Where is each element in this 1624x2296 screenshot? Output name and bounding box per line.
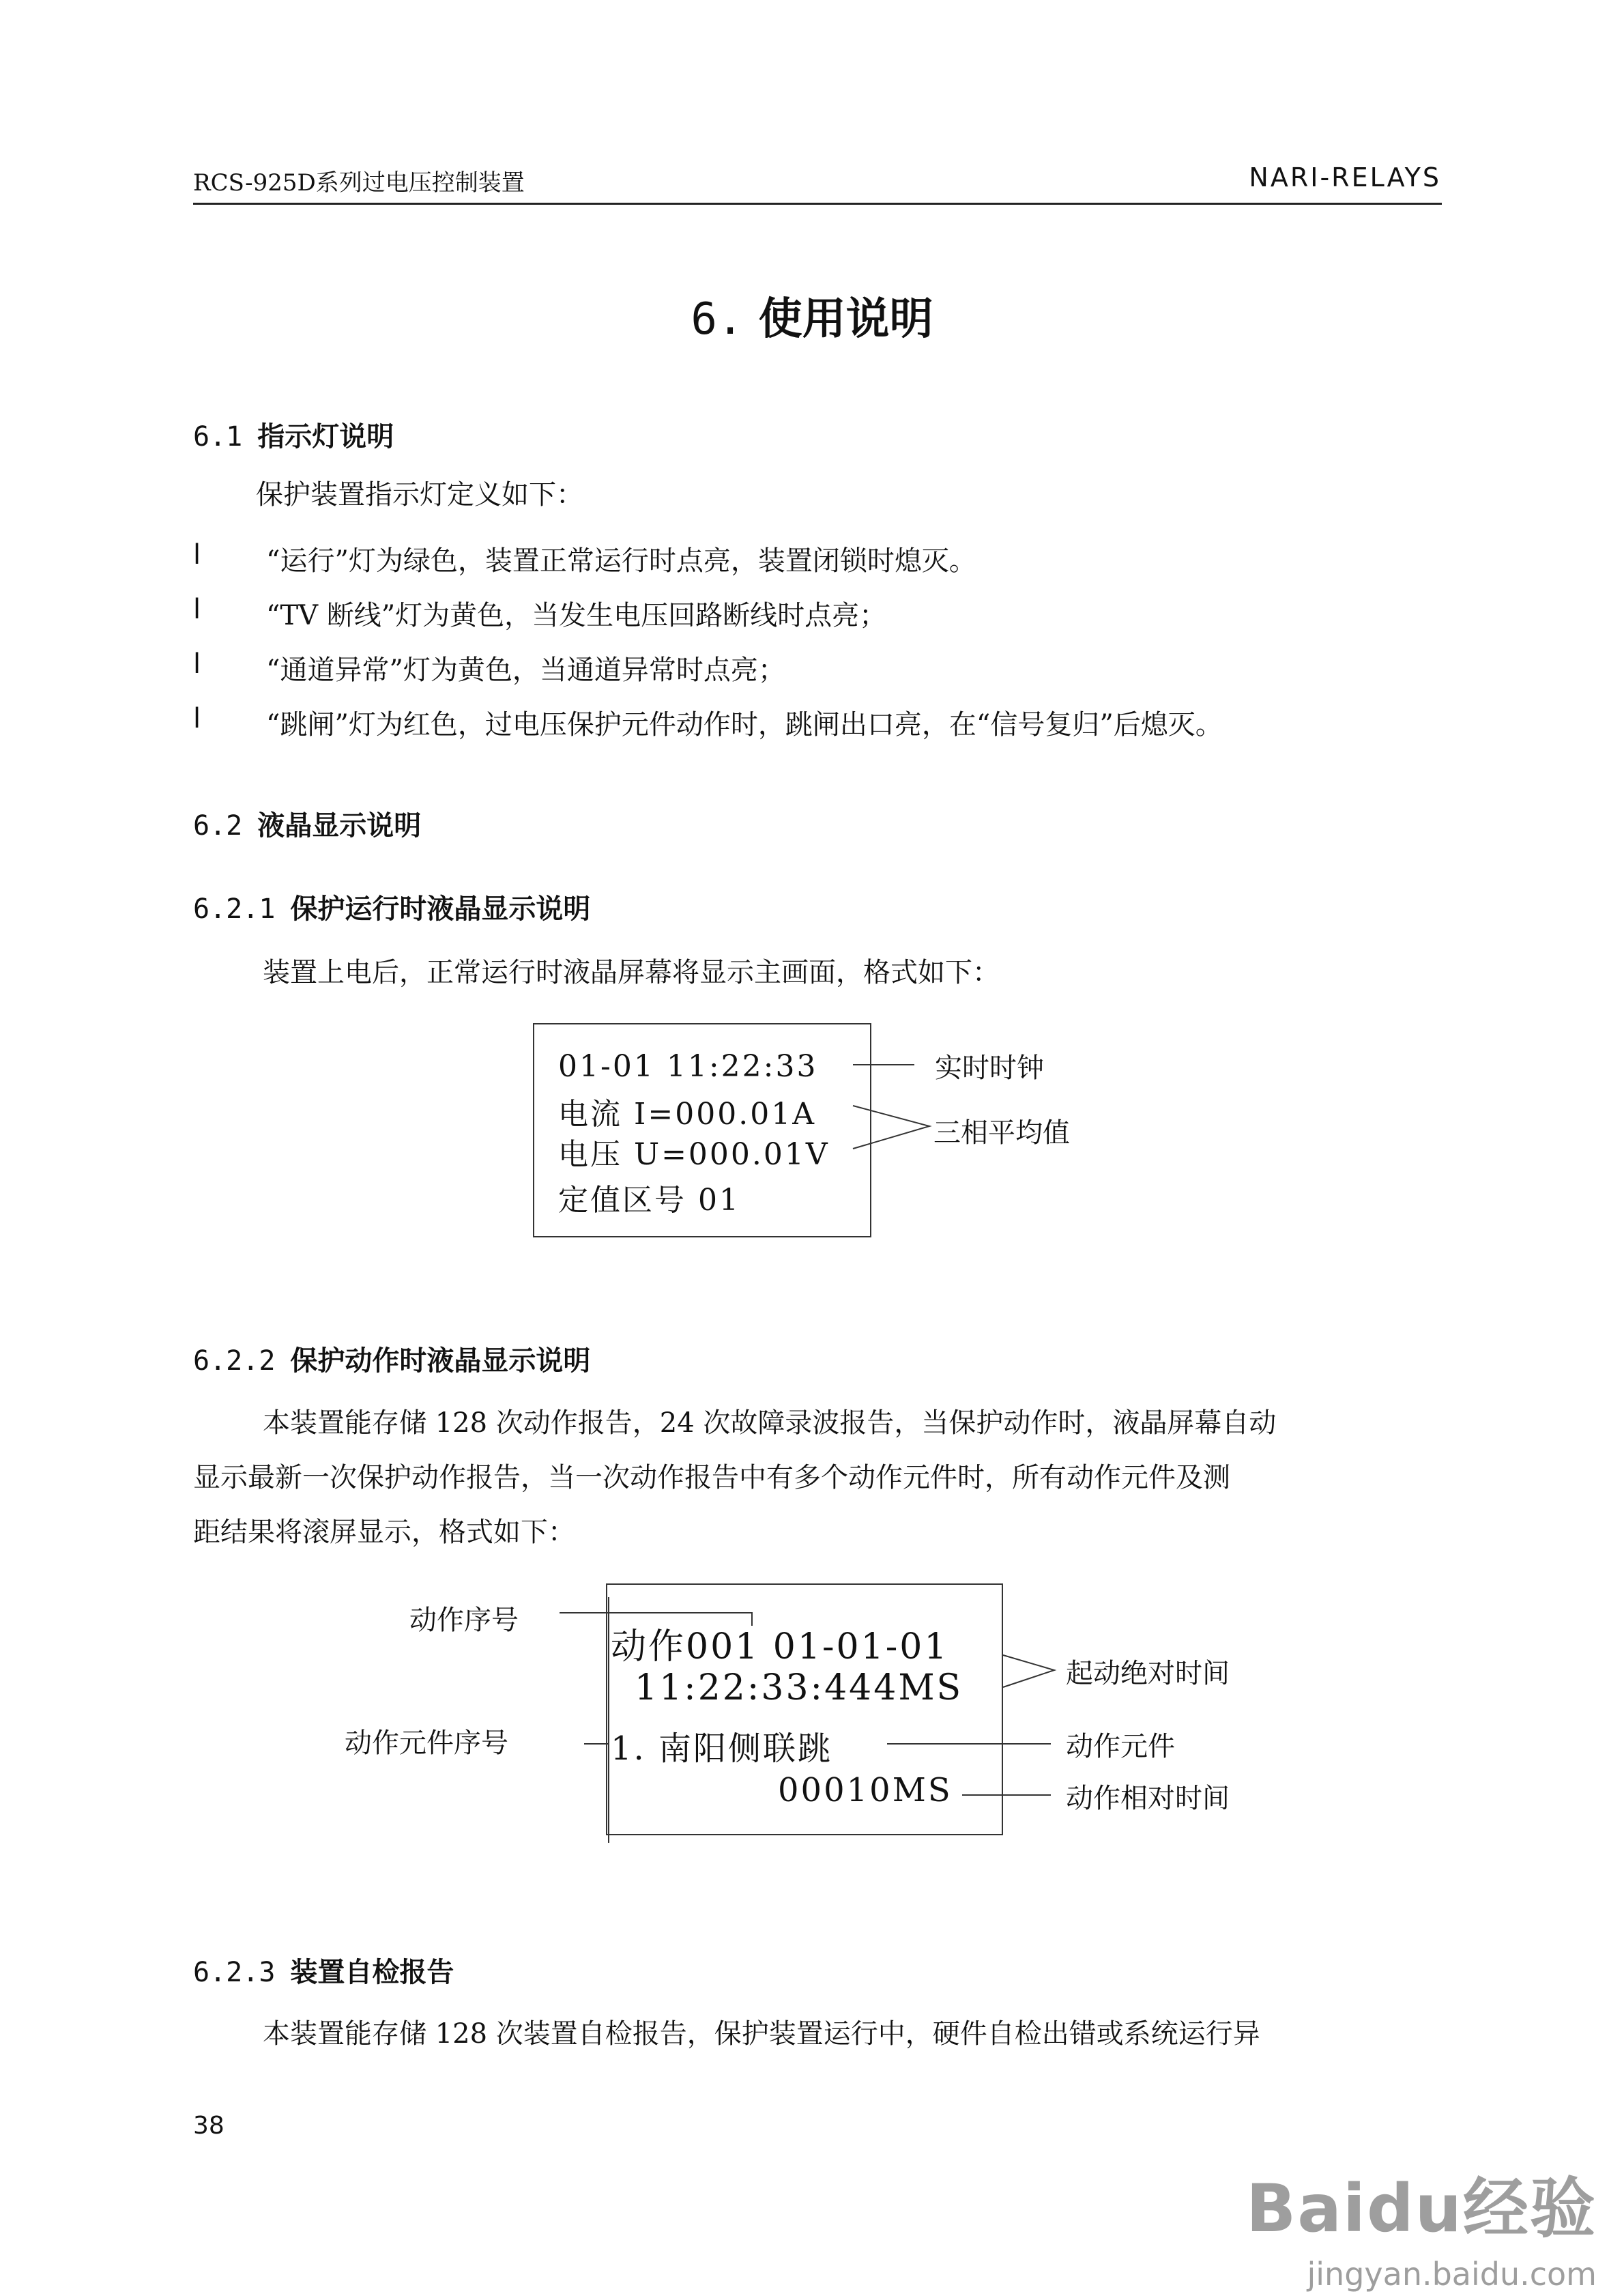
section-number: 6.1 xyxy=(193,421,243,453)
brand-name: NARI-RELAYS xyxy=(1249,162,1441,192)
section-number: 6.2 xyxy=(193,810,243,842)
chapter-number: 6. xyxy=(691,294,744,345)
label-action-sequence: 动作序号 xyxy=(409,1605,519,1636)
bullet-marker: l xyxy=(193,648,201,680)
watermark-logo-text: Baidu经验 xyxy=(1246,2170,1597,2247)
section-number: 6.2.2 xyxy=(193,1345,276,1377)
section-title: 液晶显示说明 xyxy=(257,810,422,842)
lcd-relative-time-line: 00010MS xyxy=(778,1771,953,1809)
bullet-marker: l xyxy=(193,703,201,734)
section-title: 指示灯说明 xyxy=(257,421,394,453)
label-element-sequence: 动作元件序号 xyxy=(345,1727,508,1759)
lcd-voltage-line: 电压 U=000.01V xyxy=(558,1137,830,1172)
section-number: 6.2.1 xyxy=(193,893,276,925)
bullet-marker: l xyxy=(193,594,201,625)
lcd-action-element-line: 1. 南阳侧联跳 xyxy=(611,1730,833,1768)
chapter-title-text: 使用说明 xyxy=(758,294,933,345)
label-action-element: 动作元件 xyxy=(1066,1731,1175,1762)
action-report-paragraph-line: 距结果将滚屏显示，格式如下： xyxy=(193,1517,575,1548)
callout-average-bracket xyxy=(853,1106,929,1149)
section-6-2-3-heading xyxy=(193,1951,454,1990)
label-three-phase-average: 三相平均值 xyxy=(933,1117,1070,1149)
indicator-tv-break: “TV 断线”灯为黄色，当发生电压回路断线时点亮； xyxy=(266,600,887,631)
section-number: 6.2.3 xyxy=(193,1957,276,1988)
label-realtime-clock: 实时时钟 xyxy=(935,1052,1044,1084)
indicator-trip: “跳闸”灯为红色，过电压保护元件动作时，跳闸出口亮，在“信号复归”后熄灭。 xyxy=(266,709,1223,741)
main-screen-intro: 装置上电后，正常运行时液晶屏幕将显示主画面，格式如下： xyxy=(263,957,1000,988)
lcd-setting-group-line: 定值区号 01 xyxy=(558,1183,740,1218)
action-report-paragraph-line: 显示最新一次保护动作报告，当一次动作报告中有多个动作元件时，所有动作元件及测 xyxy=(193,1462,1230,1493)
document-title: RCS-925D系列过电压控制装置 xyxy=(193,169,525,197)
indicator-intro: 保护装置指示灯定义如下： xyxy=(256,479,583,511)
callout-sequence-line xyxy=(560,1613,752,1626)
section-title: 保护动作时液晶显示说明 xyxy=(290,1345,591,1377)
watermark-url: jingyan.baidu.com xyxy=(1307,2256,1597,2293)
lcd-action-header-line: 动作001 01-01-01 xyxy=(611,1626,949,1667)
label-start-absolute-time: 起动绝对时间 xyxy=(1066,1658,1230,1689)
section-title: 保护运行时液晶显示说明 xyxy=(290,893,591,925)
action-report-paragraph-line: 本装置能存储 128 次动作报告，24 次故障录波报告，当保护动作时，液晶屏幕自动 xyxy=(263,1407,1277,1439)
lcd-action-time-line: 11:22:33:444MS xyxy=(635,1667,963,1708)
baidu-watermark xyxy=(1246,2157,1597,2293)
label-relative-time: 动作相对时间 xyxy=(1066,1783,1230,1814)
lcd-current-line: 电流 I=000.01A xyxy=(558,1097,816,1132)
callout-time-bracket xyxy=(1003,1655,1054,1687)
bullet-marker: l xyxy=(193,539,201,571)
indicator-run: “运行”灯为绿色，装置正常运行时点亮，装置闭锁时熄灭。 xyxy=(266,545,976,577)
indicator-channel: “通道异常”灯为黄色，当通道异常时点亮； xyxy=(266,655,785,686)
section-title: 装置自检报告 xyxy=(290,1957,454,1988)
page-number: 38 xyxy=(193,2112,224,2140)
lcd-clock-line: 01-01 11:22:33 xyxy=(558,1049,818,1084)
self-check-paragraph: 本装置能存储 128 次装置自检报告，保护装置运行中，硬件自检出错或系统运行异 xyxy=(263,2018,1260,2050)
